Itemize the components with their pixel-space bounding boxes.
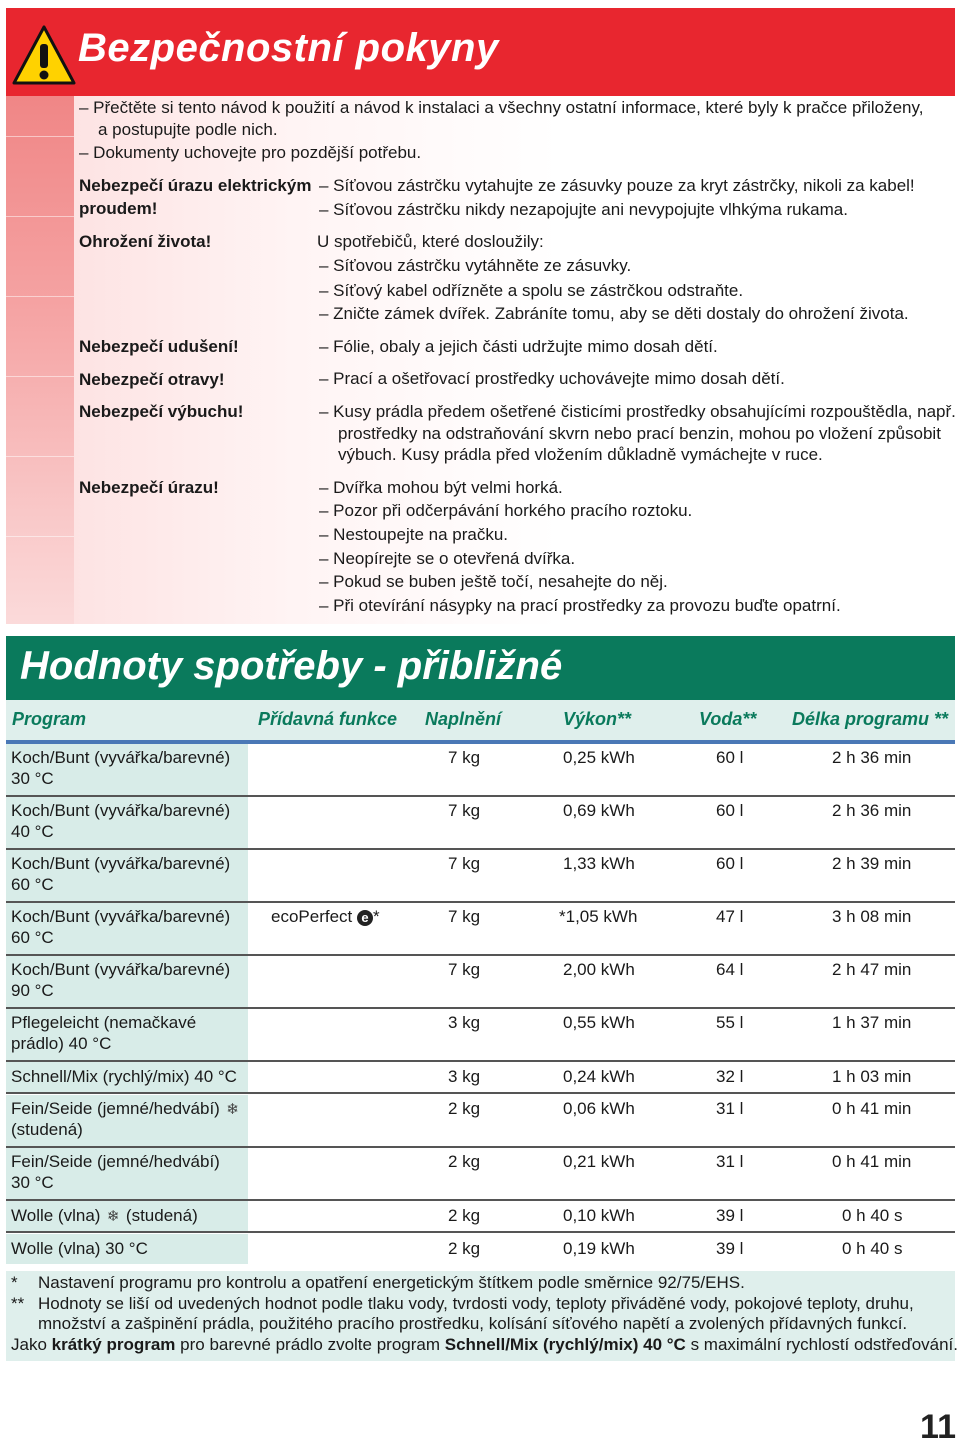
table-row <box>6 1095 955 1148</box>
footnote-1: Nastavení programu pro kontrolu a opatření energetickým štítkem podle směrnice 92/75/EHS. <box>38 1273 745 1292</box>
water: 60 l <box>716 854 744 873</box>
energy: 0,55 kWh <box>563 1013 635 1032</box>
table-row <box>6 850 955 903</box>
table-header <box>6 700 955 740</box>
water: 39 l <box>716 1206 744 1225</box>
extra-footnote-mark: * <box>373 907 380 926</box>
program-temp: (studená) <box>11 1120 83 1139</box>
duration: 1 h 03 min <box>832 1067 912 1086</box>
hazard-label-suffocation: Nebezpečí udušení! <box>79 337 239 356</box>
snowflake-icon: ❄ <box>106 1208 120 1225</box>
duration: 0 h 41 min <box>832 1152 912 1171</box>
program-temp: 60 °C <box>11 928 54 947</box>
load: 7 kg <box>448 748 481 767</box>
load: 7 kg <box>448 960 481 979</box>
col-duration: Délka programu ** <box>792 709 949 729</box>
program-name: Koch/Bunt (vyvářka/barevné) <box>11 960 231 979</box>
duration: 1 h 37 min <box>832 1013 912 1032</box>
program-name: Koch/Bunt (vyvářka/barevné) <box>11 801 231 820</box>
load: 2 kg <box>448 1099 481 1118</box>
energy: 1,33 kWh <box>563 854 635 873</box>
col-water: Voda** <box>699 709 757 729</box>
duration: 2 h 39 min <box>832 854 912 873</box>
load: 2 kg <box>448 1239 481 1258</box>
water: 31 l <box>716 1099 744 1118</box>
hazard-line: – Prací a ošetřovací prostředky uchovávejte mimo dosah dětí. <box>319 369 785 388</box>
hazard-label-electric: Nebezpečí úrazu elektrickým <box>79 176 312 195</box>
consumption-title: Hodnoty spotřeby - přibližné <box>20 644 563 688</box>
energy: 2,00 kWh <box>563 960 635 979</box>
hazard-label-explosion: Nebezpečí výbuchu! <box>79 402 244 421</box>
energy: 0,21 kWh <box>563 1152 635 1171</box>
intro-line: – Dokumenty uchovejte pro pozdější potřebu. <box>79 143 422 162</box>
load: 7 kg <box>448 854 481 873</box>
energy: 0,24 kWh <box>563 1067 635 1086</box>
hazard-line: – Fólie, obaly a jejich části udržujte mimo dosah dětí. <box>319 337 718 356</box>
hazard-label-electric: proudem! <box>79 199 158 218</box>
duration: 0 h 40 s <box>842 1239 903 1258</box>
program-temp: 30 °C <box>11 769 54 788</box>
warning-triangle-icon <box>12 24 76 86</box>
energy: 0,06 kWh <box>563 1099 635 1118</box>
duration: 2 h 47 min <box>832 960 912 979</box>
table-row <box>6 956 955 1009</box>
tip-text: pro barevné prádlo zvolte program <box>175 1335 445 1354</box>
hazard-label-injury: Nebezpečí úrazu! <box>79 478 219 497</box>
program-temp: 90 °C <box>11 981 54 1000</box>
hazard-line: – Nestoupejte na pračku. <box>319 525 509 544</box>
program-name <box>11 1098 241 1120</box>
program-name-text: Wolle (vlna) <box>11 1206 101 1225</box>
load: 2 kg <box>448 1152 481 1171</box>
energy: 0,10 kWh <box>563 1206 635 1225</box>
program-name: Pflegeleicht (nemačkavé <box>11 1013 197 1032</box>
hazard-label-poisoning: Nebezpečí otravy! <box>79 370 225 389</box>
water: 31 l <box>716 1152 744 1171</box>
hazard-line: – Síťový kabel odřízněte a spolu se zástrčkou odstraňte. <box>319 281 744 300</box>
duration: 0 h 40 s <box>842 1206 903 1225</box>
energy: 0,69 kWh <box>563 801 635 820</box>
energy: *1,05 kWh <box>559 907 638 926</box>
hazard-line: – Síťovou zástrčku nikdy nezapojujte ani nevypojujte vlhkýma rukama. <box>319 200 848 219</box>
program-temp: 30 °C <box>11 1173 54 1192</box>
hazard-label-life: Ohrožení života! <box>79 232 212 251</box>
program-name: Koch/Bunt (vyvářka/barevné) <box>11 907 231 926</box>
col-load: Naplnění <box>425 709 502 729</box>
footnote-2-cont: množství a zašpinění prádla, použitého pracího prostředku, kolísání síťového napětí a zvolených přídavných funkcí. <box>38 1314 908 1333</box>
tip-bold: krátký program <box>51 1335 176 1354</box>
load: 2 kg <box>448 1206 481 1225</box>
program-name: Fein/Seide (jemné/hedvábí) <box>11 1152 220 1171</box>
extra-function <box>271 906 380 927</box>
program-temp: (studená) <box>125 1206 198 1225</box>
hazard-line: – Pozor při odčerpávání horkého pracího roztoku. <box>319 501 693 520</box>
water: 32 l <box>716 1067 744 1086</box>
hazard-line: – Síťovou zástrčku vytáhněte ze zásuvky. <box>319 256 632 275</box>
program-name-text: Fein/Seide (jemné/hedvábí) <box>11 1099 220 1118</box>
duration: 0 h 41 min <box>832 1099 912 1118</box>
water: 55 l <box>716 1013 744 1032</box>
table-row <box>6 744 955 797</box>
hazard-line: – Při otevírání násypky na prací prostředky za provozu buďte opatrní. <box>319 596 841 615</box>
col-energy: Výkon** <box>563 709 632 729</box>
extra-function-label: ecoPerfect <box>271 907 353 926</box>
table-row <box>6 1062 955 1094</box>
safety-title: Bezpečnostní pokyny <box>78 26 499 70</box>
duration: 2 h 36 min <box>832 748 912 767</box>
water: 39 l <box>716 1239 744 1258</box>
table-row <box>6 903 955 956</box>
intro-line: – Přečtěte si tento návod k použití a návod k instalaci a všechny ostatní informace, které byly k pračce přiloženy, <box>79 98 924 117</box>
energy: 0,25 kWh <box>563 748 635 767</box>
program-name: Wolle (vlna) 30 °C <box>11 1239 148 1258</box>
hazard-line: U spotřebičů, které dosloužily: <box>317 232 544 251</box>
table-row <box>6 1234 955 1264</box>
energy: 0,19 kWh <box>563 1239 635 1258</box>
footnote-mark: * <box>11 1273 18 1292</box>
hazard-line: – Pokud se buben ještě točí, nesahejte do něj. <box>319 572 668 591</box>
program-temp: prádlo) 40 °C <box>11 1034 112 1053</box>
program-temp: 60 °C <box>11 875 54 894</box>
footnotes <box>6 1271 959 1361</box>
load: 3 kg <box>448 1067 481 1086</box>
table-row <box>6 1148 955 1201</box>
hazard-line: – Zničte zámek dvířek. Zabráníte tomu, aby se děti dostaly do ohrožení života. <box>319 304 909 323</box>
load: 7 kg <box>448 801 481 820</box>
table-row <box>6 1201 955 1233</box>
hazard-line: prostředky na odstraňování skvrn nebo prací benzin, mohou po vložení způsobit <box>338 424 941 443</box>
hazard-line: – Dvířka mohou být velmi horká. <box>319 478 563 497</box>
program-name <box>11 1205 198 1227</box>
safety-side-strip <box>6 96 74 624</box>
water: 60 l <box>716 801 744 820</box>
col-program: Program <box>12 709 87 729</box>
tip-bold: Schnell/Mix (rychlý/mix) 40 °C <box>444 1335 686 1354</box>
hazard-line: – Síťovou zástrčku vytahujte ze zásuvky pouze za kryt zástrčky, nikoli za kabel! <box>319 176 915 195</box>
water: 60 l <box>716 748 744 767</box>
load: 7 kg <box>448 907 481 926</box>
load: 3 kg <box>448 1013 481 1032</box>
consumption-header-bar <box>6 636 955 700</box>
snowflake-icon: ❄ <box>226 1101 239 1118</box>
duration: 3 h 08 min <box>832 907 912 926</box>
program-name: Koch/Bunt (vyvářka/barevné) <box>11 748 231 767</box>
program-name: Schnell/Mix (rychlý/mix) 40 °C <box>11 1067 237 1086</box>
col-extra-function: Přídavná funkce <box>258 709 398 729</box>
table-row <box>6 1009 955 1062</box>
intro-line: a postupujte podle nich. <box>98 120 278 139</box>
water: 47 l <box>716 907 744 926</box>
program-name: Koch/Bunt (vyvářka/barevné) <box>11 854 231 873</box>
short-program-tip <box>11 1334 958 1356</box>
hazard-line: výbuch. Kusy prádla před vložením důkladně vymáchejte v ruce. <box>338 445 823 464</box>
program-temp: 40 °C <box>11 822 54 841</box>
footnote-mark: ** <box>11 1294 25 1313</box>
footnote-2: Hodnoty se liší od uvedených hodnot podle tlaku vody, tvrdosti vody, teploty přiváděné vody, pokojové teploty, druhu, <box>38 1294 914 1313</box>
ecoperfect-icon: e <box>357 910 373 926</box>
table-row <box>6 797 955 850</box>
water: 64 l <box>716 960 744 979</box>
duration: 2 h 36 min <box>832 801 912 820</box>
tip-text: Jako <box>11 1335 52 1354</box>
hazard-line: – Neopírejte se o otevřená dvířka. <box>319 549 576 568</box>
hazard-line: – Kusy prádla předem ošetřené čisticími prostředky obsahujícími rozpouštědla, např. <box>319 402 956 421</box>
tip-text: s maximální rychlostí odstřeďování. <box>685 1335 959 1354</box>
page-number: 11 <box>920 1408 956 1446</box>
